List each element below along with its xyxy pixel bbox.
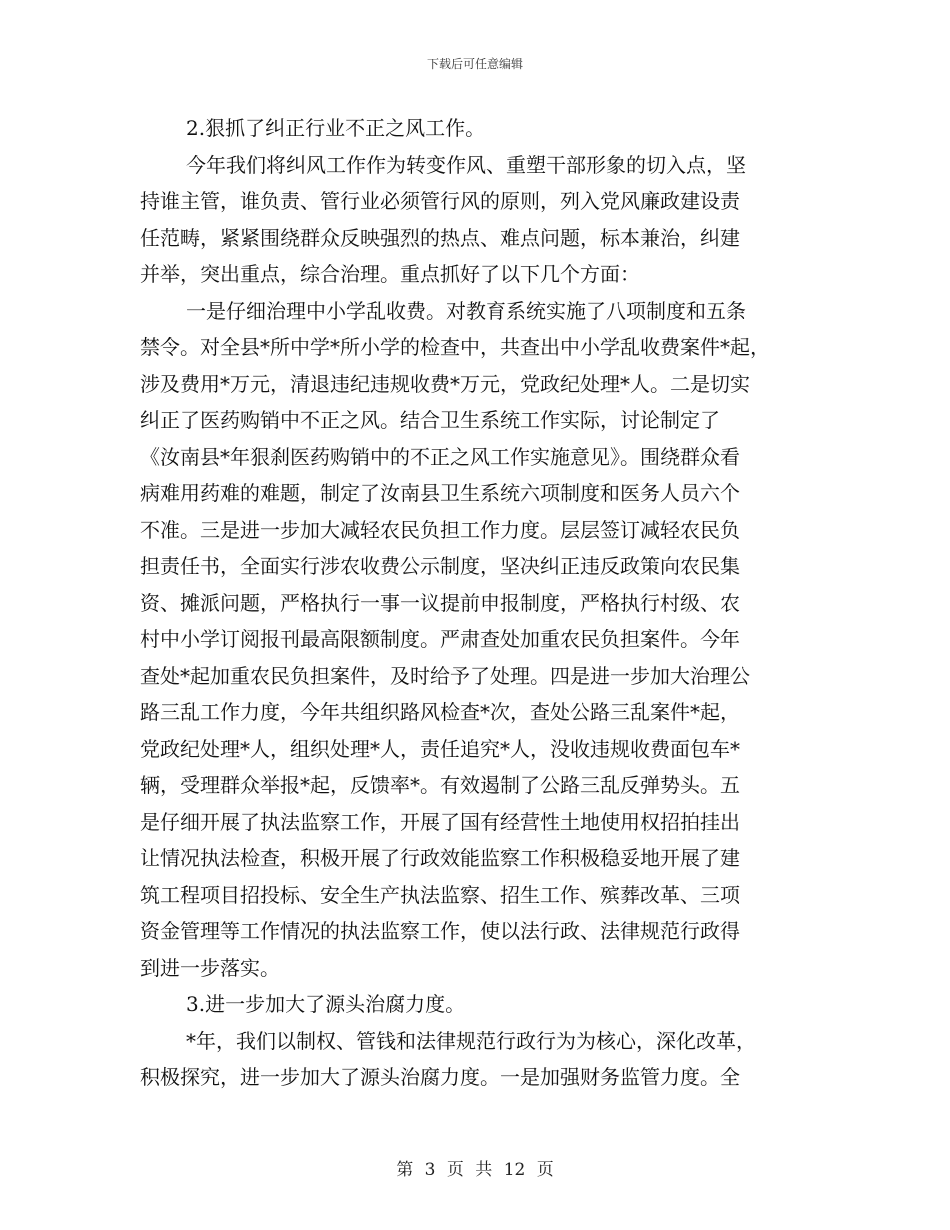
paragraph-line: 涉及费用*万元，清退违纪违规收费*万元，党政纪处理*人。二是切实 — [140, 371, 750, 396]
paragraph-line: 不准。三是进一步加大减轻农民负担工作力度。层层签订减轻农民负 — [140, 517, 740, 542]
paragraph-line: 筑工程项目招投标、安全生产执法监察、招生工作、殡葬改革、三项 — [140, 882, 740, 907]
paragraph-line: 任范畴，紧紧围绕群众反映强烈的热点、难点问题，标本兼治，纠建 — [140, 225, 740, 250]
paragraph-line: *年，我们以制权、管钱和法律规范行政行为为核心，深化改革， — [186, 1028, 756, 1053]
paragraph-line: 路三乱工作力度，今年共组织路风检查*次，查处公路三乱案件*起， — [140, 700, 740, 724]
paragraph-line: 病难用药难的难题，制定了汝南县卫生系统六项制度和医务人员六个 — [140, 481, 740, 505]
paragraph-line: 是仔细开展了执法监察工作，开展了国有经营性土地使用权招拍挂出 — [140, 809, 740, 834]
paragraph-line: 党政纪处理*人，组织处理*人，责任追究*人，没收违规收费面包车* — [140, 736, 740, 761]
paragraph-line: 禁令。对全县*所中学*所小学的检查中，共查出中小学乱收费案件*起， — [140, 335, 770, 359]
paragraph-line: 资、摊派问题，严格执行一事一议提前申报制度，严格执行村级、农 — [140, 590, 740, 615]
paragraph-line: 让情况执法检查，积极开展了行政效能监察工作积极稳妥地开展了建 — [140, 846, 740, 870]
paragraph-line: 持谁主管，谁负责、管行业必须管行风的原则，列入党风廉政建设责 — [140, 189, 740, 213]
paragraph-line: 担责任书，全面实行涉农收费公示制度，坚决纠正违反政策向农民集 — [140, 554, 740, 578]
page-header: 下载后可任意编辑 — [426, 57, 523, 71]
paragraph-line: 村中小学订阅报刊最高限额制度。严肃查处加重农民负担案件。今年 — [140, 627, 740, 651]
section-heading: 3.进一步加大了源头治腐力度。 — [186, 992, 466, 1016]
paragraph-line: 一是仔细治理中小学乱收费。对教育系统实施了八项制度和五条 — [186, 298, 746, 323]
paragraph-line: 纠正了医药购销中不正之风。结合卫生系统工作实际，讨论制定了 — [140, 408, 720, 432]
paragraph-line: 到进一步落实。 — [140, 955, 280, 980]
paragraph-line: 查处*起加重农民负担案件，及时给予了处理。四是进一步加大治理公 — [140, 663, 750, 688]
section-heading: 2.狠抓了纠正行业不正之风工作。 — [186, 116, 486, 140]
paragraph-line: 今年我们将纠风工作作为转变作风、重塑干部形象的切入点，坚 — [186, 152, 746, 177]
paragraph-line: 辆，受理群众举报*起，反馈率*。有效遏制了公路三乱反弹势头。五 — [140, 773, 740, 797]
page-number: 第 3 页 共 12 页 — [396, 1160, 554, 1180]
paragraph-line: 资金管理等工作情况的执法监察工作，使以法行政、法律规范行政得 — [140, 919, 740, 943]
document-body — [140, 110, 800, 1096]
paragraph-line: 《汝南县*年狠刹医药购销中的不正之风工作实施意见》。围绕群众看 — [140, 444, 740, 469]
paragraph-line: 积极探究，进一步加大了源头治腐力度。一是加强财务监管力度。全 — [140, 1065, 740, 1089]
paragraph-line: 并举，突出重点，综合治理。重点抓好了以下几个方面： — [140, 262, 640, 286]
